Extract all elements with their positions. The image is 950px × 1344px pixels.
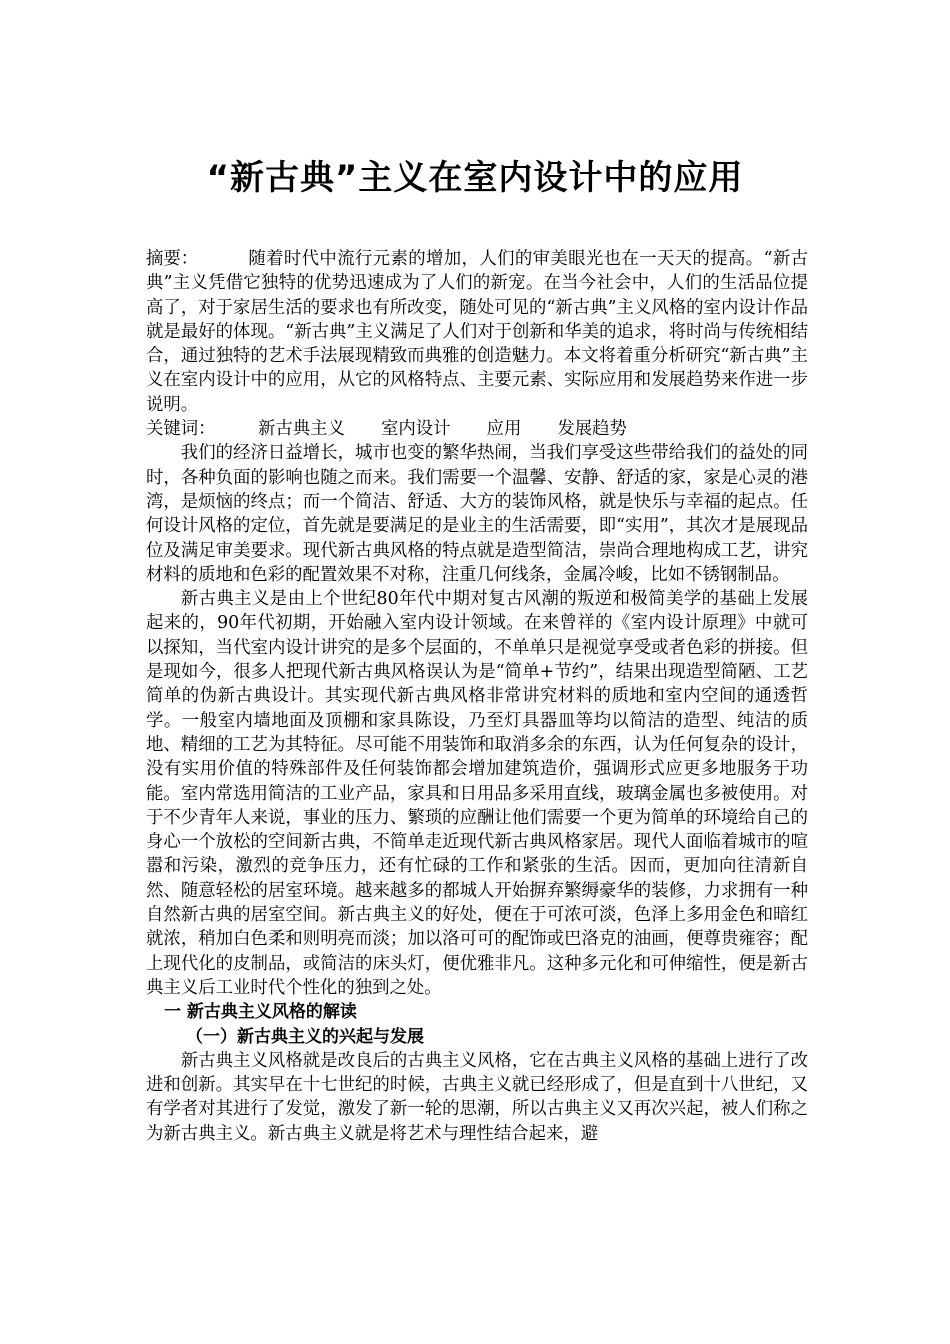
section-heading: 一 新古典主义风格的解读: [164, 1002, 357, 1023]
subsection-heading: （一）新古典主义的兴起与发展: [186, 1026, 424, 1047]
abstract-label: 摘要：: [146, 249, 199, 269]
body-paragraph: 新古典主义是由上个世纪80年代中期对复古风潮的叛逆和极简美学的基础上发展起来的，90年代初期，开始融入室内设计领域。在来曾祥的《室内设计原理》中就可以探知，当代室内设计讲究的是多个层面的，不单单只是视觉享受或者色彩的拼接。但是现如今，很多人把现代新古典风格误认为是“简单+节约”，结果出现造型简陋、工艺简单的伪新古典设计。其实现代新古典风格非常讲究材料的质地和室内空间的通透哲学。一般室内墙地面及顶棚和家具陈设，乃至灯具器皿等均以简洁的造型、纯洁的质地、精细的工艺为其特征。尽可能不用装饰和取消多余的东西，认为任何复杂的设计，没有实用价值的特殊部件及任何装饰都会增加建筑造价，强调形式应更多地服务于功能。室内常选用简洁的工业产品，家具和日用品多采用直线，玻璃金属也多被使用。对于不少青年人来说，事业的压力、繁琐的应酬让他们需要一个更为简单的环境给自己的身心一个放松的空间新古典，不简单走近现代新古典风格家居。现代人面临着城市的喧嚣和污染，激烈的竞争压力，还有忙碌的工作和紧张的生活。因而，更加向往清新自然、随意轻松的居室环境。越来越多的都城人开始摒弃繁缛豪华的装修，力求拥有一种自然新古典的居室空间。新古典主义的好处，便在于可浓可淡，色泽上多用金色和暗红就浓，稍加白色柔和则明亮而淡；加以洛可可的配饰或巴洛克的油画，便尊贵雍容；配上现代化的皮制品，或简洁的床头灯，便优雅非凡。这种多元化和可伸缩性，便是新古典主义后工业时代个性化的独到之处。: [146, 589, 808, 998]
keywords: [146, 417, 808, 441]
keyword-item: 室内设计: [380, 419, 451, 440]
keyword-item: 发展趋势: [557, 419, 627, 440]
body-paragraph: 我们的经济日益增长，城市也变的繁华热闹，当我们享受这些带给我们的益处的同时，各种负面的影响也随之而来。我们需要一个温馨、安静、舒适的家，家是心灵的港湾，是烦恼的终点；而一个简洁、舒适、大方的装饰风格，就是快乐与幸福的起点。任何设计风格的定位，首先就是要满足的是业主的生活需要，即“实用”，其次才是展现品位及满足审美要求。现代新古典风格的特点就是造型简洁，崇尚合理地构成工艺，讲究材料的质地和色彩的配置效果不对称，注重几何线条，金属冷峻，比如不锈钢制品。: [146, 443, 808, 585]
abstract: [146, 247, 808, 417]
keyword-item: 新古典主义: [258, 419, 345, 440]
body-paragraph: 新古典主义风格就是改良后的古典主义风格，它在古典主义风格的基础上进行了改进和创新。其实早在十七世纪的时候，古典主义就已经形成了，但是直到十八世纪，又有学者对其进行了发觉，激发了新一轮的思潮，所以古典主义又再次兴起，被人们称之为新古典主义。新古典主义就是将艺术与理性结合起来，避: [146, 1050, 808, 1144]
document-body: [146, 247, 808, 1146]
keyword-item: 应用: [486, 419, 522, 440]
document-title: “新古典”主义在室内设计中的应用: [206, 158, 744, 198]
abstract-text: 随着时代中流行元素的增加，人们的审美眼光也在一天天的提高。“新古典”主义凭借它独特的优势迅速成为了人们的新宠。在当今社会中，人们的生活品位提高了，对于家居生活的要求也有所改变，随处可见的“新古典”主义风格的室内设计作品就是最好的体现。“新古典”主义满足了人们对于创新和华美的追求，将时尚与传统相结合，通过独特的艺术手法展现精致而典雅的创造魅力。本文将着重分析研究“新古典”主义在室内设计中的应用，从它的风格特点、主要元素、实际应用和发展趋势来作进一步说明。: [146, 249, 808, 415]
keywords-label: 关键词：: [146, 419, 216, 440]
